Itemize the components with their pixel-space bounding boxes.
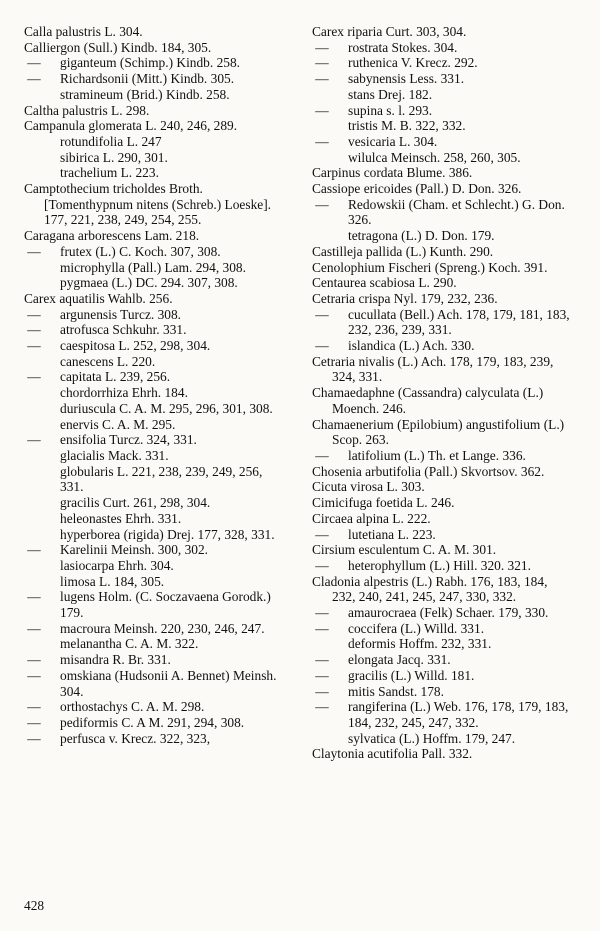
index-entry-text: trachelium L. 223. (60, 165, 159, 181)
index-entry-text: melanantha C. A. M. 322. (60, 636, 199, 652)
index-entry-species (312, 338, 570, 354)
index-entry-species (312, 527, 570, 543)
index-entry-text: Cetraria nivalis (L.) Ach. 178, 179, 183, 239, 324, 331. (312, 353, 554, 385)
index-entry-text: Chosenia arbutifolia (Pall.) Skvortsov. 362. (312, 463, 545, 479)
ditto-dash: — (27, 338, 41, 354)
index-entry-species (24, 322, 286, 338)
index-entry-genus (312, 260, 570, 276)
index-entry-genus (312, 746, 570, 762)
ditto-dash: — (27, 71, 41, 87)
ditto-dash: — (315, 699, 329, 715)
index-entry-text: omskiana (Hudsonii A. Bennet) Meinsh. 304. (60, 667, 277, 699)
index-entry-text: tetragona (L.) D. Don. 179. (348, 228, 495, 244)
ditto-dash: — (27, 542, 41, 558)
index-entry-genus (24, 291, 286, 307)
index-entry-text: sabynensis Less. 331. (348, 71, 465, 87)
ditto-dash: — (27, 730, 41, 746)
ditto-dash: — (27, 306, 41, 322)
index-entry-text: Cenolophium Fischeri (Spreng.) Koch. 391. (312, 259, 548, 275)
index-entry-species (24, 495, 286, 511)
index-entry-species (24, 511, 286, 527)
index-entry-text: lutetiana L. 223. (348, 526, 436, 542)
index-entry-text: ruthenica V. Krecz. 292. (348, 55, 478, 71)
index-entry-genus (312, 495, 570, 511)
ditto-dash: — (315, 196, 329, 212)
index-entry-species (24, 731, 286, 747)
index-entry-genus (24, 103, 286, 119)
index-entry-text: Circaea alpina L. 222. (312, 510, 431, 526)
ditto-dash: — (27, 667, 41, 683)
index-entry-species (312, 605, 570, 621)
index-entry-genus (312, 354, 570, 385)
index-entry-genus (312, 291, 570, 307)
index-entry-species (24, 527, 286, 543)
index-entry-species (312, 558, 570, 574)
index-entry-text: capitata L. 239, 256. (60, 369, 171, 385)
index-entry-text: cucullata (Bell.) Ach. 178, 179, 181, 183, 232, 236, 239, 331. (348, 306, 570, 338)
index-entry-text: caespitosa L. 252, 298, 304. (60, 338, 211, 354)
index-entry-genus (312, 24, 570, 40)
index-entry-text: latifolium (L.) Th. et Lange. 336. (348, 447, 526, 463)
ditto-dash: — (27, 652, 41, 668)
index-entry-species (24, 542, 286, 558)
ditto-dash: — (315, 55, 329, 71)
index-entry-text: enervis C. A. M. 295. (60, 416, 176, 432)
index-entry-species (312, 118, 570, 134)
index-entry-text: Karelinii Meinsh. 300, 302. (60, 542, 209, 558)
index-entry-species (24, 715, 286, 731)
index-entry-text: elongata Jacq. 331. (348, 652, 451, 668)
index-entry-text: macroura Meinsh. 220, 230, 246, 247. (60, 620, 265, 636)
index-entry-species (312, 40, 570, 56)
index-entry-genus (312, 165, 570, 181)
index-entry-genus (312, 464, 570, 480)
index-entry-text: limosa L. 184, 305. (60, 573, 165, 589)
index-entry-species (24, 87, 286, 103)
index-entry-genus (312, 417, 570, 448)
index-entry-text: frutex (L.) C. Koch. 307, 308. (60, 243, 221, 259)
index-entry-text: rostrata Stokes. 304. (348, 39, 458, 55)
ditto-dash: — (27, 620, 41, 636)
index-entry-genus (24, 118, 286, 134)
index-entry-text: sibirica L. 290, 301. (60, 149, 168, 165)
index-entry-text: Cimicifuga foetida L. 246. (312, 495, 455, 511)
index-entry-species (312, 731, 570, 747)
index-column-right (312, 24, 570, 762)
ditto-dash: — (315, 102, 329, 118)
ditto-dash: — (27, 55, 41, 71)
index-entry-species (312, 652, 570, 668)
index-entry-species (24, 165, 286, 181)
index-entry-species (24, 574, 286, 590)
index-entry-text: ensifolia Turcz. 324, 331. (60, 432, 197, 448)
index-entry-species (24, 417, 286, 433)
index-entry-text: pygmaea (L.) DC. 294. 307, 308. (60, 275, 238, 291)
ditto-dash: — (27, 714, 41, 730)
index-entry-text: Calliergon (Sull.) Kindb. 184, 305. (24, 39, 212, 55)
index-entry-species (24, 589, 286, 620)
index-entry-species (312, 684, 570, 700)
index-entry-genus (24, 181, 286, 228)
index-entry-text: microphylla (Pall.) Lam. 294, 308. (60, 259, 246, 275)
ditto-dash: — (315, 447, 329, 463)
index-entry-text: stans Drej. 182. (348, 86, 433, 102)
ditto-dash: — (27, 432, 41, 448)
ditto-dash: — (315, 667, 329, 683)
index-entry-species (24, 652, 286, 668)
ditto-dash: — (27, 699, 41, 715)
index-entry-text: Caragana arborescens Lam. 218. (24, 228, 200, 244)
index-entry-text: Carpinus cordata Blume. 386. (312, 165, 473, 181)
index-entry-text: globularis L. 221, 238, 239, 249, 256, 331. (60, 463, 263, 495)
index-entry-text: chordorrhiza Ehrh. 184. (60, 385, 188, 401)
ditto-dash: — (315, 652, 329, 668)
index-entry-text: misandra R. Br. 331. (60, 652, 171, 668)
index-entry-text: Carex aquatilis Wahlb. 256. (24, 290, 173, 306)
index-entry-species (24, 71, 286, 87)
index-entry-text: sylvatica (L.) Hoffm. 179, 247. (348, 730, 516, 746)
index-entry-genus (312, 511, 570, 527)
ditto-dash: — (27, 243, 41, 259)
ditto-dash: — (27, 369, 41, 385)
index-entry-species (24, 385, 286, 401)
index-entry-species (24, 338, 286, 354)
index-entry-genus (24, 228, 286, 244)
index-entry-text: giganteum (Schimp.) Kindb. 258. (60, 55, 241, 71)
index-entry-species (24, 621, 286, 637)
index-entry-species (24, 401, 286, 417)
ditto-dash: — (315, 683, 329, 699)
index-entry-text: perfusca v. Krecz. 322, 323, (60, 730, 211, 746)
index-entry-text: gracilis Curt. 261, 298, 304. (60, 495, 211, 511)
index-entry-species (312, 448, 570, 464)
index-entry-species (312, 307, 570, 338)
ditto-dash: — (315, 620, 329, 636)
index-entry-text: glacialis Mack. 331. (60, 447, 169, 463)
index-entry-text: lasiocarpa Ehrh. 304. (60, 557, 174, 573)
index-entry-text: Cicuta virosa L. 303. (312, 479, 425, 495)
index-entry-text: Chamaedaphne (Cassandra) calyculata (L.) Moench. 246. (312, 385, 544, 416)
index-entry-species (312, 197, 570, 228)
index-entry-species (24, 448, 286, 464)
index-entry-text: stramineum (Brid.) Kindb. 258. (60, 86, 230, 102)
index-entry-text: atrofusca Schkuhr. 331. (60, 322, 187, 338)
index-entry-genus (312, 574, 570, 605)
index-entry-species (24, 668, 286, 699)
index-entry-species (24, 134, 286, 150)
index-entry-text: rangiferina (L.) Web. 176, 178, 179, 183, 184, 232, 245, 247, 332. (348, 699, 569, 730)
ditto-dash: — (315, 306, 329, 322)
index-entry-species (312, 55, 570, 71)
index-entry-text: canescens L. 220. (60, 353, 156, 369)
index-entry-text: pediformis C. A M. 291, 294, 308. (60, 714, 245, 730)
index-entry-genus (312, 479, 570, 495)
ditto-dash: — (315, 526, 329, 542)
index-entry-species (312, 103, 570, 119)
index-entry-text: Cirsium esculentum C. A. M. 301. (312, 542, 497, 558)
index-entry-species (312, 71, 570, 87)
index-entry-species (24, 699, 286, 715)
index-column-left (24, 24, 286, 746)
index-entry-text: Richardsonii (Mitt.) Kindb. 305. (60, 71, 235, 87)
ditto-dash: — (315, 605, 329, 621)
index-entry-species (312, 87, 570, 103)
index-entry-text: Cassiope ericoides (Pall.) D. Don. 326. (312, 181, 522, 197)
index-entry-species (24, 636, 286, 652)
index-entry-species (24, 55, 286, 71)
index-entry-species (312, 621, 570, 637)
index-entry-text: argunensis Turcz. 308. (60, 306, 182, 322)
index-entry-species (24, 244, 286, 260)
index-entry-text: Centaurea scabiosa L. 290. (312, 275, 457, 291)
index-entry-text: Cetraria crispa Nyl. 179, 232, 236. (312, 290, 498, 306)
index-entry-text: Calla palustris L. 304. (24, 24, 143, 39)
ditto-dash: — (315, 71, 329, 87)
index-entry-text: wilulca Meinsch. 258, 260, 305. (348, 149, 521, 165)
index-entry-text: heleonastes Ehrh. 331. (60, 510, 182, 526)
index-entry-genus (312, 275, 570, 291)
index-entry-species (24, 307, 286, 323)
index-entry-text: mitis Sandst. 178. (348, 683, 444, 699)
index-entry-text: Redowskii (Cham. et Schlecht.) G. Don. 326. (348, 196, 565, 228)
index-entry-text: Camptothecium tricholdes Broth. [Tomenthypnum nitens (Schreb.) Loeske]. 177, 221, 238, 249, 254, 255. (24, 181, 272, 228)
index-entry-text: heterophyllum (L.) Hill. 320. 321. (348, 557, 531, 573)
index-entry-species (312, 150, 570, 166)
index-entry-species (24, 275, 286, 291)
page-number: 428 (24, 898, 45, 913)
index-entry-text: Carex riparia Curt. 303, 304. (312, 24, 467, 39)
index-entry-text: Caltha palustris L. 298. (24, 102, 150, 118)
index-entry-genus (312, 385, 570, 416)
index-entry-species (24, 150, 286, 166)
index-entry-text: tristis M. B. 322, 332. (348, 118, 466, 134)
index-entry-text: hyperborea (rigida) Drej. 177, 328, 331. (60, 526, 275, 542)
index-entry-species (312, 668, 570, 684)
index-entry-text: duriuscula C. A. M. 295, 296, 301, 308. (60, 400, 273, 416)
index-entry-species (24, 369, 286, 385)
index-entry-text: coccifera (L.) Willd. 331. (348, 620, 485, 636)
index-entry-text: Castilleja pallida (L.) Kunth. 290. (312, 243, 494, 259)
index-entry-species (24, 432, 286, 448)
index-entry-genus (24, 40, 286, 56)
index-entry-genus (312, 542, 570, 558)
index-entry-text: lugens Holm. (C. Soczavaena Gorodk.) 179. (60, 589, 271, 621)
index-entry-text: vesicaria L. 304. (348, 133, 438, 149)
index-entry-text: amaurocraea (Felk) Schaer. 179, 330. (348, 605, 549, 621)
ditto-dash: — (315, 39, 329, 55)
index-entry-text: islandica (L.) Ach. 330. (348, 338, 475, 354)
index-entry-species (312, 134, 570, 150)
index-entry-text: Campanula glomerata L. 240, 246, 289. (24, 118, 238, 134)
index-entry-genus (24, 24, 286, 40)
ditto-dash: — (27, 589, 41, 605)
index-entry-species (24, 464, 286, 495)
index-entry-text: Chamaenerium (Epilobium) angustifolium (L.) Scop. 263. (312, 416, 565, 448)
index-entry-text: supina s. l. 293. (348, 102, 433, 118)
index-entry-species (312, 636, 570, 652)
index-entry-genus (312, 244, 570, 260)
ditto-dash: — (27, 322, 41, 338)
index-entry-text: gracilis (L.) Willd. 181. (348, 667, 475, 683)
index-entry-text: Claytonia acutifolia Pall. 332. (312, 746, 473, 762)
index-entry-species (24, 260, 286, 276)
index-entry-text: orthostachys C. A. M. 298. (60, 699, 205, 715)
index-entry-text: Cladonia alpestris (L.) Rabh. 176, 183, 184, 232, 240, 241, 245, 247, 330, 332. (312, 573, 548, 605)
index-entry-species (24, 558, 286, 574)
ditto-dash: — (315, 133, 329, 149)
index-entry-text: deformis Hoffm. 232, 331. (348, 636, 492, 652)
index-entry-species (24, 354, 286, 370)
ditto-dash: — (315, 557, 329, 573)
index-entry-genus (312, 181, 570, 197)
index-entry-species (312, 699, 570, 730)
ditto-dash: — (315, 338, 329, 354)
index-entry-species (312, 228, 570, 244)
index-entry-text: rotundifolia L. 247 (60, 133, 162, 149)
